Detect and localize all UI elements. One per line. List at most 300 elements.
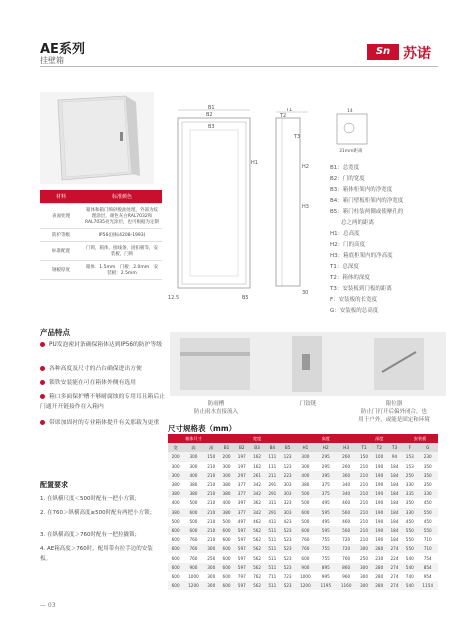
table-cell: 500 [301,518,310,524]
table-cell: 540 [402,563,417,572]
table-cell: 597 [234,581,249,590]
table-cell: 274 [387,563,402,572]
label-h1: H1 [251,160,258,166]
table-cell: 375 [321,482,330,488]
table-cell: 311 [268,500,277,506]
table-cell: 210 [207,500,216,506]
table-cell: 600 [168,581,183,590]
table-cell: 335 [402,489,417,498]
table-cell: 210 [359,463,368,469]
table-cell: 380 [168,508,183,517]
table-cell: 450 [405,518,414,524]
table-cell: 197 [234,452,249,461]
table-cell: 760 [342,555,351,561]
detail-drawing [335,108,375,166]
table-cell: 511 [268,537,277,543]
table-cell: 190 [372,526,387,535]
table-cell: 760 [295,544,315,553]
group-header: 安装板 [402,434,438,443]
bullet-icon [40,420,45,425]
table-cell: 162 [249,452,264,461]
table-cell: 710 [417,544,438,553]
table-cell: 600 [222,537,231,543]
table-cell: 754 [423,555,432,561]
table-cell: 230 [417,452,438,461]
table-cell: 597 [234,526,249,535]
table-cell: 600 [295,508,315,517]
table-cell: 755 [321,555,330,561]
table-cell: 500 [295,489,315,498]
table-cell: 295 [321,463,330,469]
table-row [168,471,438,480]
table-cell: 300 [295,452,315,461]
spec-key: 钢板厚度 [40,261,82,280]
table-cell: 184 [387,508,402,517]
table-cell: 210 [207,518,216,524]
table-cell: 600 [168,544,183,553]
table-cell: 190 [375,482,384,488]
column-header: F [402,443,417,452]
table-cell: 190 [372,508,387,517]
table-cell: 600 [171,555,180,561]
brand-mark: Sn [367,44,399,60]
table-cell: 200 [168,452,183,461]
table-cell: 597 [234,544,249,553]
product-photo [40,92,154,184]
table-cell: 291 [265,489,280,498]
table-cell: 400 [295,471,315,480]
config-item: 2. 在760＞纵横高度≥500时配有两把小方锁； [40,510,156,516]
header-divider [40,66,438,67]
table-cell: 954 [423,573,432,579]
page-title: AE系列 [40,42,85,57]
table-cell: 184 [390,500,399,506]
legend-item: 总之两的距离 [330,220,375,226]
table-cell: 210 [204,489,219,498]
table-cell: 860 [336,563,356,572]
table-cell: 190 [375,463,384,469]
page-number: — 03 [40,602,56,609]
table-cell: 303 [280,489,295,498]
table-cell: 550 [405,537,414,543]
column-header: B3 [249,443,264,452]
table-cell: 500 [189,518,198,524]
table-cell: 224 [390,555,399,561]
bullet-icon [40,342,45,347]
table-cell: 184 [387,471,402,480]
table-cell: 350 [417,471,438,480]
column-header: H1 [295,443,315,452]
table-cell: 274 [387,544,402,553]
table-cell: 210 [359,500,368,506]
table-cell: 540 [405,555,414,561]
table-cell: 190 [372,471,387,480]
table-cell: 550 [402,526,417,535]
table-cell: 562 [249,544,264,553]
table-cell: 600 [171,573,180,579]
caption-rain-gutter: 防雨槽 防止雨水直接流入 [193,401,238,415]
brand-logo [367,44,439,62]
feature-item: PU发泡密封条确保箱体达到IP56的防护等级 [40,340,165,350]
table-cell: 600 [183,508,203,517]
table-cell: 280 [372,563,387,572]
legend-item: B2：门的宽度 [330,176,365,182]
bullet-icon [40,394,45,399]
legend-item: B1：总宽度 [330,165,360,171]
spec-value: IP56(国标4208-1993) [82,229,162,242]
spec-key: 表面处理 [40,204,82,229]
table-cell: 300 [204,563,219,572]
table-cell: 562 [249,526,264,535]
table-row [168,572,438,581]
table-cell: 400 [171,500,180,506]
table-cell: 300 [301,463,310,469]
bullet-icon [40,366,45,371]
table-cell: 123 [280,452,295,461]
table-cell: 100 [372,452,387,461]
table-cell: 523 [280,526,295,535]
table-cell: 350 [423,482,432,488]
table-cell: 460 [342,518,351,524]
table-cell: 411 [268,518,277,524]
table-cell: 190 [372,489,387,498]
table-cell: 760 [189,555,198,561]
table-cell: 755 [316,544,336,553]
table-row [168,553,438,562]
size-table [168,434,438,590]
table-cell: 300 [359,573,368,579]
table-cell: 380 [219,489,234,498]
table-cell: 377 [234,489,249,498]
table-cell: 350 [423,463,432,469]
table-row [168,462,438,471]
table-cell: 760 [301,537,310,543]
photo-rain-gutter [170,332,262,396]
table-cell: 380 [301,482,310,488]
table-cell: 600 [219,544,234,553]
table-cell: 300 [356,563,371,572]
table-cell: 295 [316,452,336,461]
table-cell: 184 [390,482,399,488]
feature-item: 锁铁安装能在可在箱体外侧有选用 [40,378,165,388]
table-cell: 900 [183,563,203,572]
table-cell: 760 [189,537,198,543]
table-row [168,581,438,590]
table-cell: 274 [387,581,402,590]
table-cell: 184 [387,526,402,535]
label-b3: B3 [208,124,215,130]
table-cell: 197 [237,463,246,469]
table-cell: 597 [237,555,246,561]
table-cell: 300 [356,544,371,553]
table-cell: 210 [207,537,216,543]
label-h2: H2 [302,164,309,170]
column-header: 宽 [168,443,183,452]
feature-item: 各种高度及尺寸的凸台确保进出方便 [40,364,165,374]
table-cell: 150 [356,452,371,461]
table-row [168,480,438,489]
label-h3: H3 [302,204,309,210]
table-cell: 523 [283,537,292,543]
table-cell: 550 [417,526,438,535]
table-cell: 854 [417,563,438,572]
table-cell: 210 [356,508,371,517]
table-cell: 342 [253,482,262,488]
table-cell: 995 [321,573,330,579]
table-row [168,563,438,572]
table-cell: 550 [402,544,417,553]
table-cell: 380 [171,482,180,488]
table-cell: 895 [316,563,336,572]
legend-item: T2：箱体的深度 [330,275,370,281]
table-cell: 723 [283,573,292,579]
table-cell: 755 [321,537,330,543]
table-cell: 562 [249,563,264,572]
table-cell: 562 [253,537,262,543]
column-header: 高 [183,443,203,452]
table-cell: 211 [265,471,280,480]
table-cell: 223 [280,471,295,480]
photo-limiter [354,332,446,396]
column-header: B5 [280,443,295,452]
size-table-title: 尺寸规格表（mm） [168,424,237,433]
table-cell: 377 [234,508,249,517]
column-header: G [417,443,438,452]
legend-item: T1：总深度 [330,264,359,270]
spec-key: 防护等级 [40,229,82,242]
spec-value: 门锁，箱体，接线条，固扣板等，安装板，门锁 [82,242,162,261]
table-cell: 210 [359,518,368,524]
config-item: 4. AE箱高度＞760时，配用带有拉手边的安装板。 [40,546,153,562]
table-cell: 280 [375,573,384,579]
table-cell: 511 [265,581,280,590]
legend-item: H3：箱底柜架内的净高度 [330,253,393,259]
table-cell: 495 [321,518,330,524]
label-b2: B2 [206,112,213,118]
table-cell: 330 [417,489,438,498]
table-cell: 380 [168,489,183,498]
table-cell: 380 [219,508,234,517]
table-cell: 375 [316,489,336,498]
legend-item: H1：总高度 [330,231,360,237]
spec-head-color: 标准颜色 [82,190,162,204]
table-cell: 380 [189,482,198,488]
table-cell: 600 [219,563,234,572]
label-t2: T2 [280,113,287,119]
table-cell: 460 [342,500,351,506]
table-row [168,452,438,461]
table-cell: 380 [222,482,231,488]
table-cell: 540 [402,581,417,590]
legend-item: T3：安装板到门板的距离 [330,286,392,292]
table-cell: 190 [375,537,384,543]
table-cell: 184 [390,537,399,543]
column-header: H2 [316,443,336,452]
table-cell: 600 [222,573,231,579]
table-cell: 153 [402,452,417,461]
caption-hinge: 门铰链 [299,401,317,407]
column-header: B2 [234,443,249,452]
photo-hinge [262,332,354,396]
table-cell: 280 [372,581,387,590]
table-cell: 123 [283,463,292,469]
table-cell: 400 [183,471,203,480]
group-header: 高度 [295,434,356,443]
table-cell: 261 [249,471,264,480]
table-cell: 597 [237,537,246,543]
table-cell: 377 [237,482,246,488]
table-cell: 300 [356,581,371,590]
table-cell: 330 [402,508,417,517]
table-row [168,535,438,544]
table-cell: 210 [204,526,219,535]
table-cell: 1200 [183,581,203,590]
table-cell: 300 [204,581,219,590]
table-cell: 111 [265,452,280,461]
side-view-drawing [268,108,330,298]
table-cell: 300 [168,471,183,480]
table-cell: 560 [336,526,356,535]
table-cell: 423 [283,518,292,524]
table-cell: 710 [423,537,432,543]
label-b1: B1 [208,105,215,111]
table-cell: 450 [423,518,432,524]
feature-item: 带席加固衬的专业箱体提升有关那载为更重 [40,418,165,428]
table-cell: 500 [222,518,231,524]
table-cell: 600 [183,526,203,535]
table-cell: 395 [316,471,336,480]
legend-item: B4：箱门壁板柜架内的净宽度 [330,198,404,204]
table-cell: 210 [356,489,371,498]
spec-value: 箱体和箱门喷砂脱油处理，外部为纹理涂层，颜色灰白RAL7032和RAL7035亮光涂层，也可根据为定制 [82,204,162,229]
table-row [168,489,438,498]
column-header: B4 [265,443,280,452]
table-cell: 562 [249,581,264,590]
legend-item: B3：箱体柜架内的净宽度 [330,187,393,193]
table-cell: 600 [219,581,234,590]
table-cell: 400 [222,500,231,506]
table-cell: 380 [183,489,203,498]
table-cell: 600 [168,526,183,535]
table-cell: 210 [359,537,368,543]
column-header: T2 [372,443,387,452]
group-header: 宽度 [219,434,295,443]
config-title: 配置要求 [40,481,68,489]
brand-name: 苏诺 [403,46,431,62]
table-cell: 250 [359,555,368,561]
legend-item: G：安装板的总高度 [330,308,379,314]
table-cell: 1195 [316,581,336,590]
table-cell: 397 [237,500,246,506]
table-cell: 600 [171,537,180,543]
column-header: T3 [387,443,402,452]
table-cell: 960 [342,573,351,579]
features-title: 产品特点 [40,328,70,337]
table-cell: 597 [234,563,249,572]
config-item: 1. 在纵横尺度＜500时配有一把小方锁； [40,496,140,502]
table-cell: 600 [295,526,315,535]
table-cell: 720 [336,544,356,553]
table-cell: 497 [237,518,246,524]
feature-item: 箱口多面保护槽不够耐腐蚀的专用耳且箱后止门通开开链接作在入箱内 [40,394,165,410]
table-row [168,526,438,535]
table-cell: 210 [359,482,368,488]
table-cell: 340 [336,489,356,498]
table-cell: 1000 [300,573,311,579]
table-row [168,498,438,507]
table-cell: 1154 [417,581,438,590]
label-b5: B5 [242,295,249,301]
spec-key: 标准配置 [40,242,82,261]
table-cell: 711 [268,573,277,579]
table-cell: 300 [183,452,203,461]
table-cell: 330 [405,482,414,488]
table-cell: 210 [207,482,216,488]
bullet-icon [40,380,45,385]
table-cell: 190 [375,500,384,506]
table-cell: 300 [204,544,219,553]
table-row [168,544,438,553]
table-cell: 340 [342,482,351,488]
table-cell: 250 [402,471,417,480]
table-cell: 595 [316,508,336,517]
table-cell: 595 [316,526,336,535]
legend-item: F：安装板的长宽度 [330,297,378,303]
table-cell: 523 [283,555,292,561]
table-cell: 274 [390,573,399,579]
spec-head-material: 材料 [40,190,82,204]
table-cell: 600 [222,555,231,561]
table-cell: 450 [423,500,432,506]
table-cell: 1160 [336,581,356,590]
table-cell: 720 [342,537,351,543]
column-header: B1 [219,443,234,452]
table-cell: 260 [342,463,351,469]
table-cell: 740 [405,573,414,579]
table-cell: 300 [189,463,198,469]
table-cell: 500 [301,500,310,506]
table-cell: 303 [280,508,295,517]
config-item: 3. 在纵横高度＞760时配有一把拉撬锁； [40,532,140,538]
table-cell: 297 [234,471,249,480]
table-cell: 184 [390,463,399,469]
column-header: T1 [356,443,371,452]
table-cell: 303 [283,482,292,488]
table-cell: 342 [249,508,264,517]
table-cell: 511 [265,526,280,535]
table-cell: 511 [265,563,280,572]
table-cell: 230 [375,555,384,561]
spec-value: 箱体：1.5mm 门板：2.0mm 安装板：2.5mm [82,261,162,280]
table-cell: 523 [280,563,295,572]
table-cell: 210 [356,471,371,480]
table-cell: 111 [268,463,277,469]
table-cell: 210 [207,463,216,469]
column-header: 深 [204,443,219,452]
table-cell: 797 [237,573,246,579]
column-header: H3 [336,443,356,452]
table-cell: 291 [268,482,277,488]
caption-limiter: 限位器 防止门打开后偏外闭合，也 用于户外，或能是固定和环境 [358,401,430,423]
page-subtitle: 挂壁箱 [40,56,64,65]
label-t1: T1 [286,108,293,113]
table-cell: 280 [372,544,387,553]
table-row [168,517,438,526]
table-cell: 300 [222,463,231,469]
table-cell: 150 [204,452,219,461]
table-cell: 762 [253,573,262,579]
group-header: 深度 [356,434,402,443]
